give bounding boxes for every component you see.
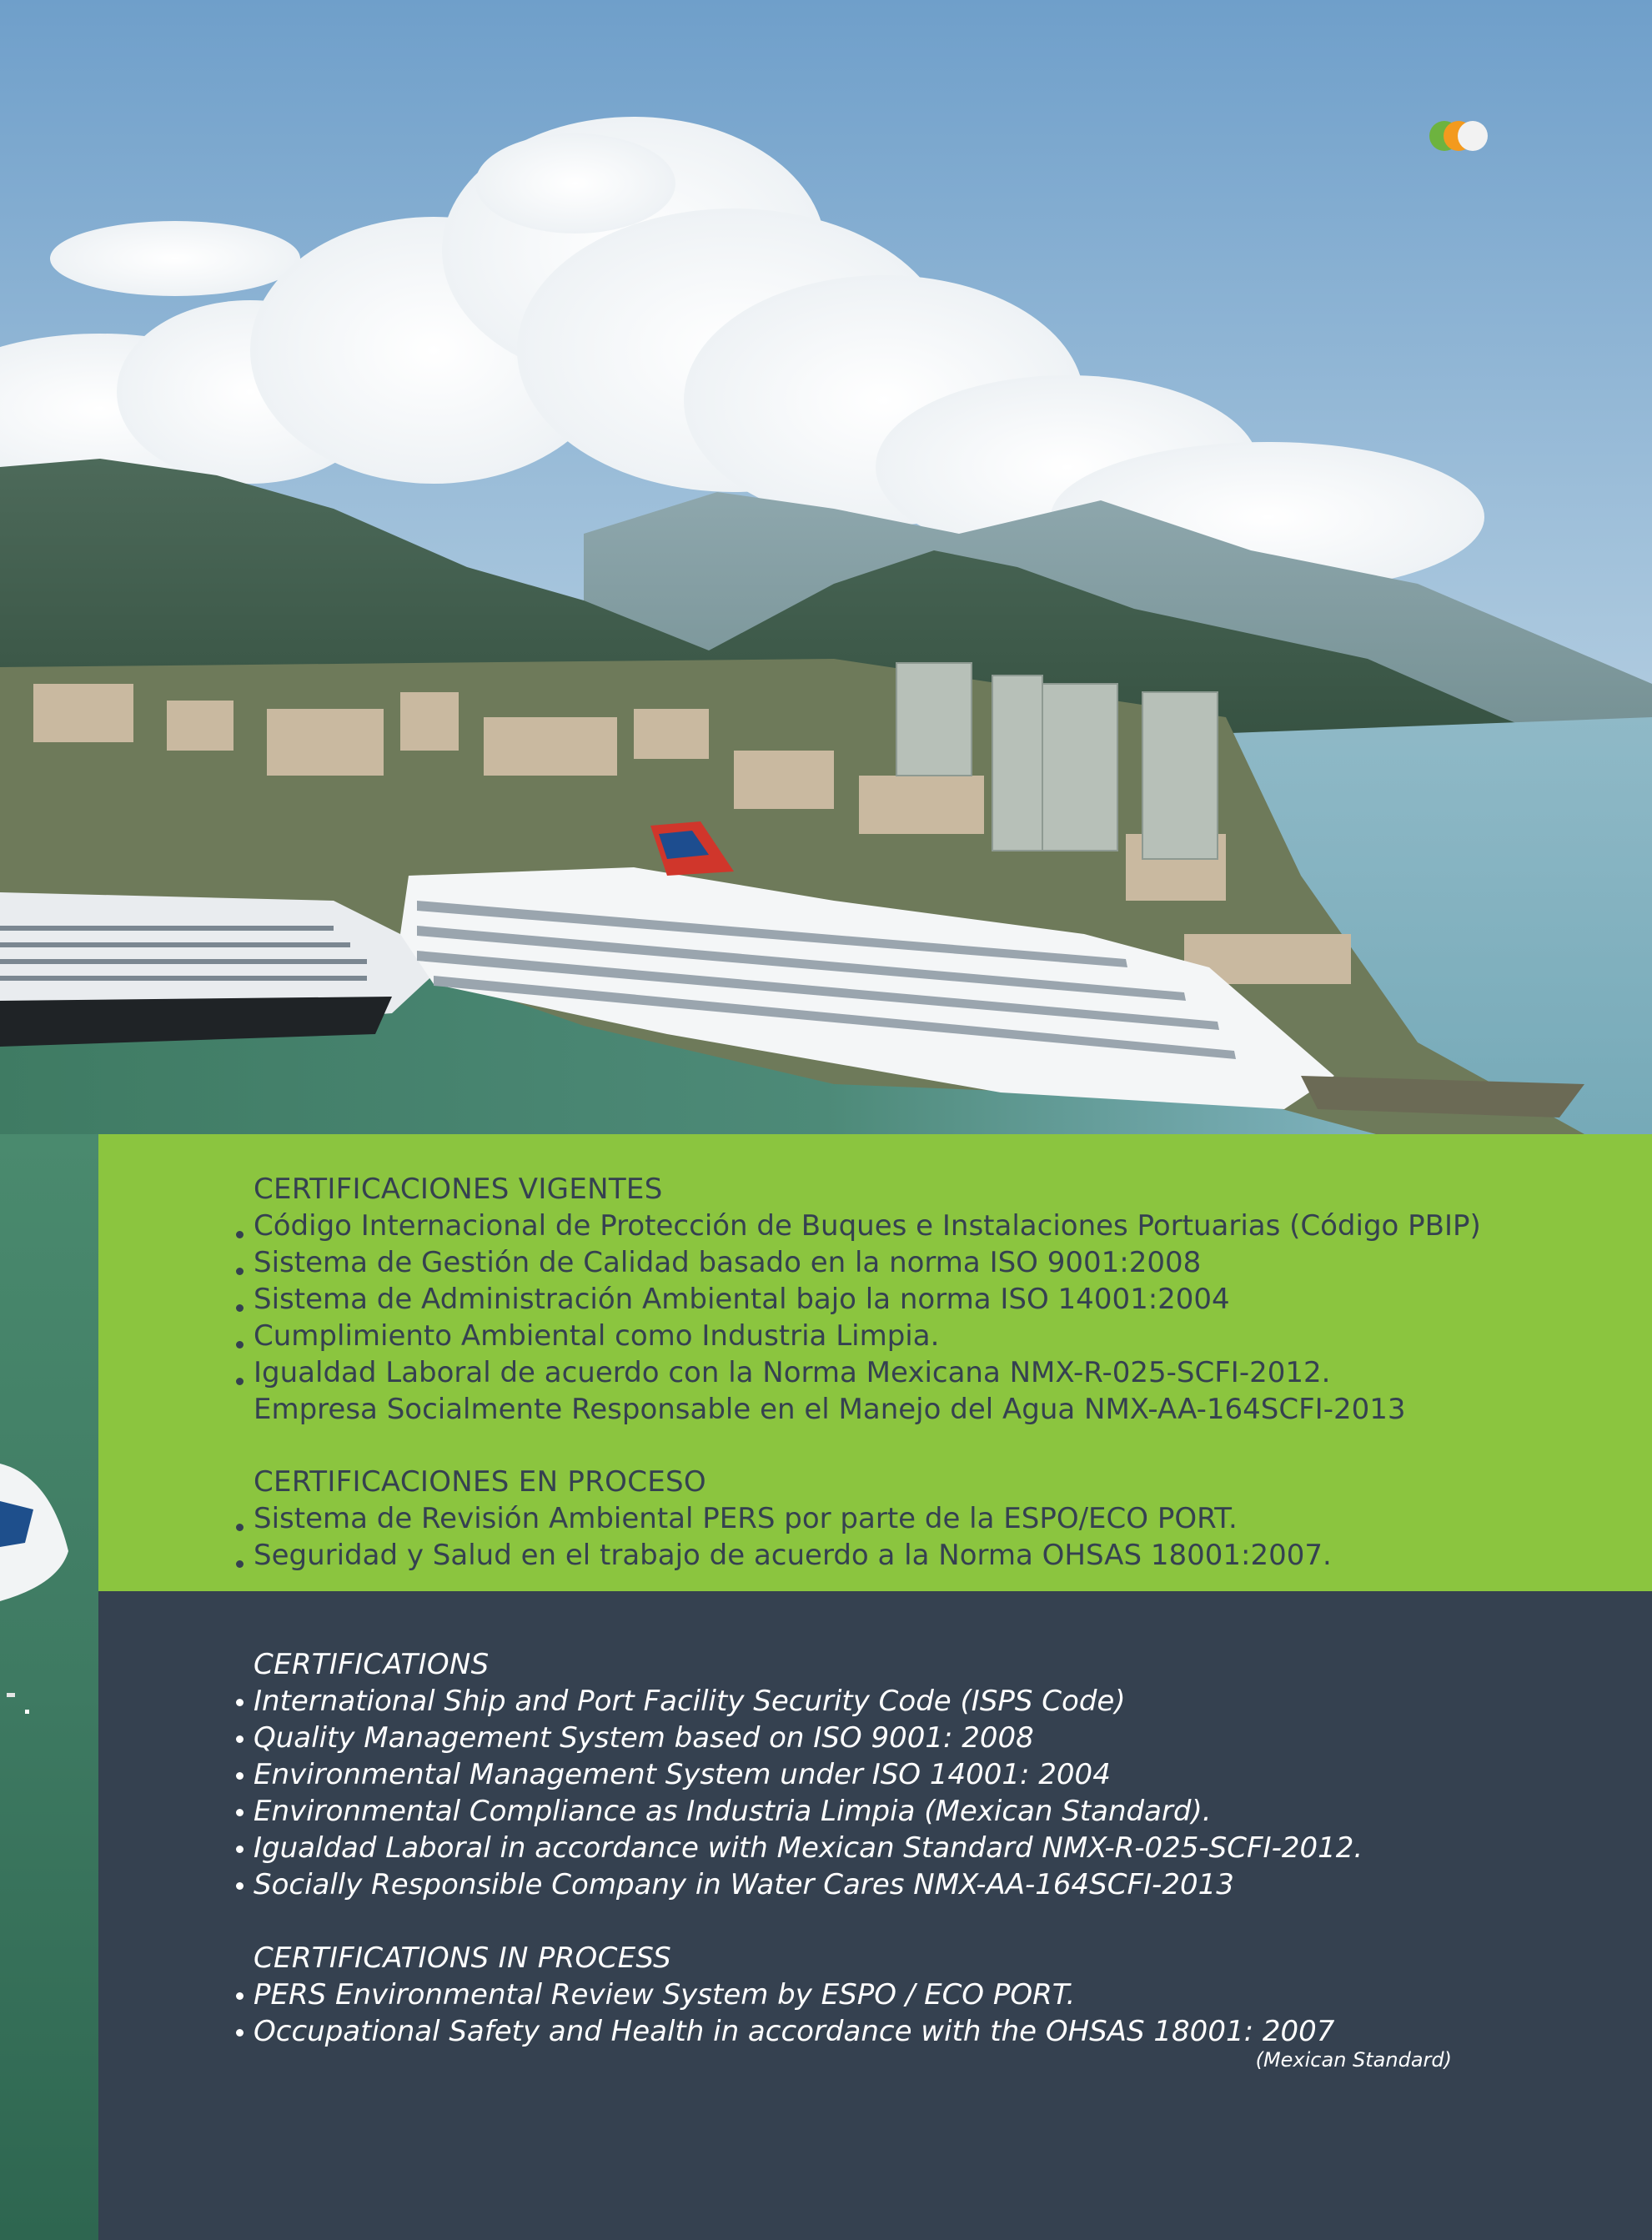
bullet xyxy=(236,1809,244,1816)
bullet xyxy=(236,1231,244,1238)
item-text: PERS Environmental Review System by ESPO / ECO PORT. xyxy=(254,1978,1076,2011)
in-process-certifications-en xyxy=(254,1940,1334,2050)
list-item xyxy=(254,1756,1363,1793)
bullet xyxy=(236,1268,244,1275)
list-item xyxy=(254,1354,1481,1391)
list-item xyxy=(254,1537,1332,1574)
bullet xyxy=(236,1735,244,1743)
current-certifications-es xyxy=(254,1171,1481,1428)
item-text: Environmental Management System under ISO 14001: 2004 xyxy=(254,1758,1111,1791)
bullet xyxy=(236,1378,244,1385)
item-text: Sistema de Gestión de Calidad basado en la norma ISO 9001:2008 xyxy=(254,1246,1202,1279)
bullet xyxy=(236,1772,244,1780)
bullet xyxy=(236,1304,244,1312)
list-item xyxy=(254,1830,1363,1866)
list-item xyxy=(254,1683,1363,1720)
bullet xyxy=(236,1699,244,1706)
list-item xyxy=(254,2013,1334,2050)
list-item xyxy=(254,1500,1332,1537)
bullet xyxy=(236,1560,244,1568)
item-text: Sistema de Revisión Ambiental PERS por parte de la ESPO/ECO PORT. xyxy=(254,1502,1238,1535)
in-process-certifications-es xyxy=(254,1464,1332,1574)
bullet xyxy=(236,1524,244,1531)
bullet xyxy=(236,1882,244,1890)
item-text: Seguridad y Salud en el trabajo de acuerdo a la Norma OHSAS 18001:2007. xyxy=(254,1539,1332,1572)
item-text: Empresa Socialmente Responsable en el Manejo del Agua NMX-AA-164SCFI-2013 xyxy=(254,1393,1406,1426)
list-item xyxy=(254,1208,1481,1244)
white-dot xyxy=(1458,121,1488,151)
list-item xyxy=(254,1318,1481,1354)
list-item xyxy=(254,1391,1481,1428)
bullet xyxy=(236,1846,244,1853)
spanish-certifications-panel xyxy=(98,1134,1652,1591)
list-item xyxy=(254,1720,1363,1756)
heading: CERTIFICACIONES VIGENTES xyxy=(254,1173,663,1206)
item-text: Sistema de Administración Ambiental bajo la norma ISO 14001:2004 xyxy=(254,1283,1230,1316)
item-text: Occupational Safety and Health in accordance with the OHSAS 18001: 2007 xyxy=(254,2015,1335,2048)
item-text: Igualdad Laboral de acuerdo con la Norma Mexicana NMX-R-025-SCFI-2012. xyxy=(254,1356,1331,1389)
current-certifications-en xyxy=(254,1646,1363,1903)
list-item xyxy=(254,1976,1334,2013)
heading: CERTIFICACIONES EN PROCESO xyxy=(254,1465,706,1499)
list-item xyxy=(254,1866,1363,1903)
item-text: Cumplimiento Ambiental como Industria Limpia. xyxy=(254,1319,940,1353)
bullet xyxy=(236,1992,244,2000)
bullet xyxy=(236,2029,244,2037)
photo-strip xyxy=(0,1134,98,2240)
list-item xyxy=(254,1793,1363,1830)
item-text: Código Internacional de Protección de Buques e Instalaciones Portuarias (Código PBIP) xyxy=(254,1209,1481,1243)
item-text: Quality Management System based on ISO 9001: 2008 xyxy=(254,1721,1034,1755)
english-certifications-panel xyxy=(98,1591,1652,2240)
item-text: International Ship and Port Facility Security Code (ISPS Code) xyxy=(254,1685,1126,1718)
item-text: Socially Responsible Company in Water Cares NMX-AA-164SCFI-2013 xyxy=(254,1868,1234,1901)
list-item xyxy=(254,1244,1481,1281)
item-text: Igualdad Laboral in accordance with Mexican Standard NMX-R-025-SCFI-2012. xyxy=(254,1831,1363,1865)
list-item xyxy=(254,1281,1481,1318)
item-text: Environmental Compliance as Industria Limpia (Mexican Standard). xyxy=(254,1795,1212,1828)
heading: CERTIFICATIONS xyxy=(254,1648,490,1681)
bullet xyxy=(236,1341,244,1349)
heading: CERTIFICATIONS IN PROCESS xyxy=(254,1941,671,1975)
mexican-standard-note: (Mexican Standard) xyxy=(1255,2048,1452,2072)
brand-dots xyxy=(1429,121,1488,151)
